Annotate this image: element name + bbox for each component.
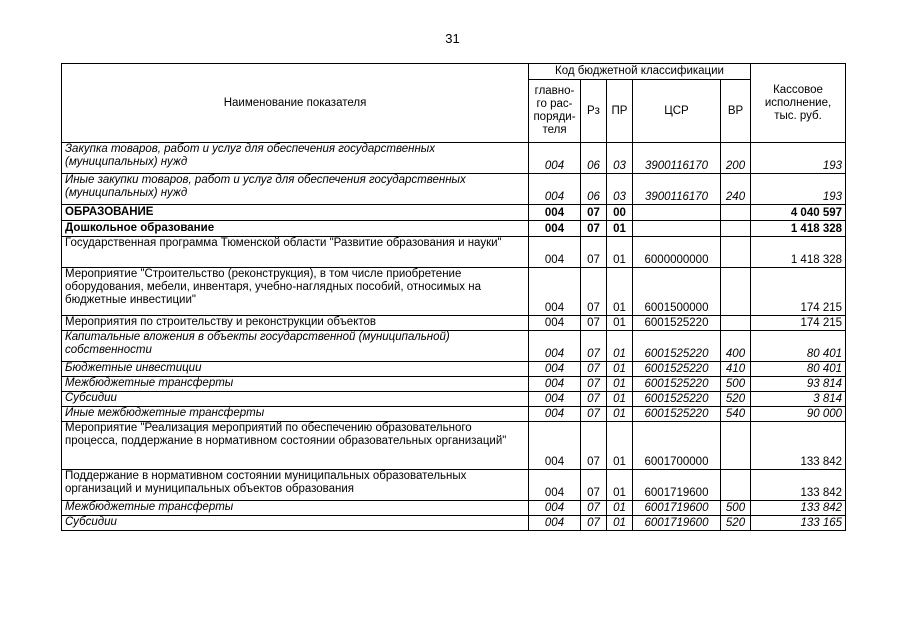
row-name: Межбюджетные трансферты	[62, 377, 529, 392]
row-name: ОБРАЗОВАНИЕ	[62, 205, 529, 221]
row-csr: 6001500000	[633, 268, 721, 316]
row-glavny: 004	[529, 221, 581, 237]
row-vr	[721, 470, 751, 501]
row-rz: 07	[581, 205, 607, 221]
table-row	[62, 174, 846, 205]
row-glavny: 004	[529, 205, 581, 221]
row-glavny: 004	[529, 237, 581, 268]
table-row	[62, 331, 846, 362]
row-csr	[633, 205, 721, 221]
row-amount: 193	[751, 143, 846, 174]
row-csr	[633, 221, 721, 237]
row-glavny: 004	[529, 407, 581, 422]
row-glavny: 004	[529, 422, 581, 470]
row-csr: 6001525220	[633, 362, 721, 377]
row-vr	[721, 268, 751, 316]
row-name: Дошкольное образование	[62, 221, 529, 237]
row-vr: 520	[721, 516, 751, 531]
page-number: 31	[445, 31, 460, 46]
row-glavny: 004	[529, 392, 581, 407]
row-glavny: 004	[529, 316, 581, 331]
row-pr: 01	[607, 516, 633, 531]
row-amount: 90 000	[751, 407, 846, 422]
row-amount: 133 842	[751, 422, 846, 470]
row-pr: 03	[607, 174, 633, 205]
row-glavny: 004	[529, 516, 581, 531]
row-name: Бюджетные инвестиции	[62, 362, 529, 377]
row-csr: 6001700000	[633, 422, 721, 470]
row-amount: 174 215	[751, 268, 846, 316]
row-pr: 00	[607, 205, 633, 221]
row-vr: 400	[721, 331, 751, 362]
row-rz: 07	[581, 362, 607, 377]
row-vr: 520	[721, 392, 751, 407]
row-rz: 07	[581, 221, 607, 237]
row-vr: 410	[721, 362, 751, 377]
row-pr: 01	[607, 407, 633, 422]
row-vr	[721, 422, 751, 470]
row-amount: 80 401	[751, 362, 846, 377]
header-glavny: главно- го рас- поряди- теля	[529, 80, 581, 143]
header-code-group: Код бюджетной классификации	[529, 64, 751, 80]
row-rz: 07	[581, 316, 607, 331]
row-name: Мероприятия по строительству и реконструкции объектов	[62, 316, 529, 331]
row-name: Субсидии	[62, 392, 529, 407]
table-row	[62, 392, 846, 407]
row-glavny: 004	[529, 377, 581, 392]
budget-table	[61, 63, 846, 531]
table-row	[62, 205, 846, 221]
row-csr: 6001525220	[633, 407, 721, 422]
row-vr	[721, 221, 751, 237]
row-rz: 07	[581, 501, 607, 516]
row-glavny: 004	[529, 268, 581, 316]
row-vr: 540	[721, 407, 751, 422]
row-name: Иные закупки товаров, работ и услуг для обеспечения государственных (муниципальных) нужд	[62, 174, 529, 205]
table-row	[62, 516, 846, 531]
header-rz: Рз	[581, 80, 607, 143]
row-amount: 1 418 328	[751, 221, 846, 237]
row-csr: 6000000000	[633, 237, 721, 268]
row-rz: 06	[581, 143, 607, 174]
table-row	[62, 143, 846, 174]
row-name: Поддержание в нормативном состоянии муниципальных образовательных организаций и муниципальных объектов образования	[62, 470, 529, 501]
row-pr: 01	[607, 316, 633, 331]
row-amount: 93 814	[751, 377, 846, 392]
row-rz: 06	[581, 174, 607, 205]
row-pr: 01	[607, 470, 633, 501]
row-amount: 193	[751, 174, 846, 205]
row-pr: 01	[607, 221, 633, 237]
row-pr: 01	[607, 237, 633, 268]
row-name: Государственная программа Тюменской области "Развитие образования и науки"	[62, 237, 529, 268]
row-pr: 01	[607, 392, 633, 407]
row-rz: 07	[581, 331, 607, 362]
row-pr: 01	[607, 331, 633, 362]
row-vr: 500	[721, 501, 751, 516]
row-csr: 6001719600	[633, 470, 721, 501]
table-row	[62, 377, 846, 392]
row-csr: 6001719600	[633, 501, 721, 516]
row-rz: 07	[581, 422, 607, 470]
row-pr: 01	[607, 422, 633, 470]
row-vr: 200	[721, 143, 751, 174]
row-csr: 6001525220	[633, 392, 721, 407]
row-pr: 01	[607, 268, 633, 316]
row-csr: 3900116170	[633, 174, 721, 205]
row-csr: 6001719600	[633, 516, 721, 531]
table-row	[62, 237, 846, 268]
row-vr	[721, 316, 751, 331]
row-rz: 07	[581, 268, 607, 316]
row-amount: 80 401	[751, 331, 846, 362]
row-glavny: 004	[529, 331, 581, 362]
header-name: Наименование показателя	[62, 64, 529, 143]
header-vr: ВР	[721, 80, 751, 143]
row-glavny: 004	[529, 174, 581, 205]
row-name: Субсидии	[62, 516, 529, 531]
row-rz: 07	[581, 516, 607, 531]
row-pr: 01	[607, 501, 633, 516]
row-amount: 174 215	[751, 316, 846, 331]
row-amount: 133 165	[751, 516, 846, 531]
row-rz: 07	[581, 237, 607, 268]
row-csr: 6001525220	[633, 316, 721, 331]
table-row	[62, 422, 846, 470]
table-row	[62, 470, 846, 501]
row-glavny: 004	[529, 501, 581, 516]
row-pr: 01	[607, 377, 633, 392]
row-amount: 133 842	[751, 501, 846, 516]
row-name: Мероприятие "Реализация мероприятий по обеспечению образовательного процесса, поддержание в нормативном состоянии образовательных организаций"	[62, 422, 529, 470]
table-row	[62, 362, 846, 377]
row-vr	[721, 205, 751, 221]
row-amount: 4 040 597	[751, 205, 846, 221]
row-name: Мероприятие "Строительство (реконструкция), в том числе приобретение оборудования, мебели, инвентаря, учебно-наглядных пособий, относимых на бюджетные инвестиции"	[62, 268, 529, 316]
table-row	[62, 221, 846, 237]
row-csr: 6001525220	[633, 377, 721, 392]
row-amount: 1 418 328	[751, 237, 846, 268]
row-glavny: 004	[529, 362, 581, 377]
row-rz: 07	[581, 407, 607, 422]
row-pr: 03	[607, 143, 633, 174]
header-amount: Кассовое исполнение, тыс. руб.	[751, 64, 846, 143]
row-glavny: 004	[529, 470, 581, 501]
table-row	[62, 316, 846, 331]
row-name: Капитальные вложения в объекты государственной (муниципальной) собственности	[62, 331, 529, 362]
row-vr	[721, 237, 751, 268]
header-pr: ПР	[607, 80, 633, 143]
row-name: Межбюджетные трансферты	[62, 501, 529, 516]
table-row	[62, 501, 846, 516]
row-vr: 240	[721, 174, 751, 205]
row-glavny: 004	[529, 143, 581, 174]
row-amount: 3 814	[751, 392, 846, 407]
row-name: Закупка товаров, работ и услуг для обеспечения государственных (муниципальных) нужд	[62, 143, 529, 174]
table-row	[62, 268, 846, 316]
row-vr: 500	[721, 377, 751, 392]
row-csr: 6001525220	[633, 331, 721, 362]
row-csr: 3900116170	[633, 143, 721, 174]
row-pr: 01	[607, 362, 633, 377]
row-rz: 07	[581, 470, 607, 501]
row-rz: 07	[581, 392, 607, 407]
row-amount: 133 842	[751, 470, 846, 501]
table-row	[62, 407, 846, 422]
row-rz: 07	[581, 377, 607, 392]
header-csr: ЦСР	[633, 80, 721, 143]
row-name: Иные межбюджетные трансферты	[62, 407, 529, 422]
